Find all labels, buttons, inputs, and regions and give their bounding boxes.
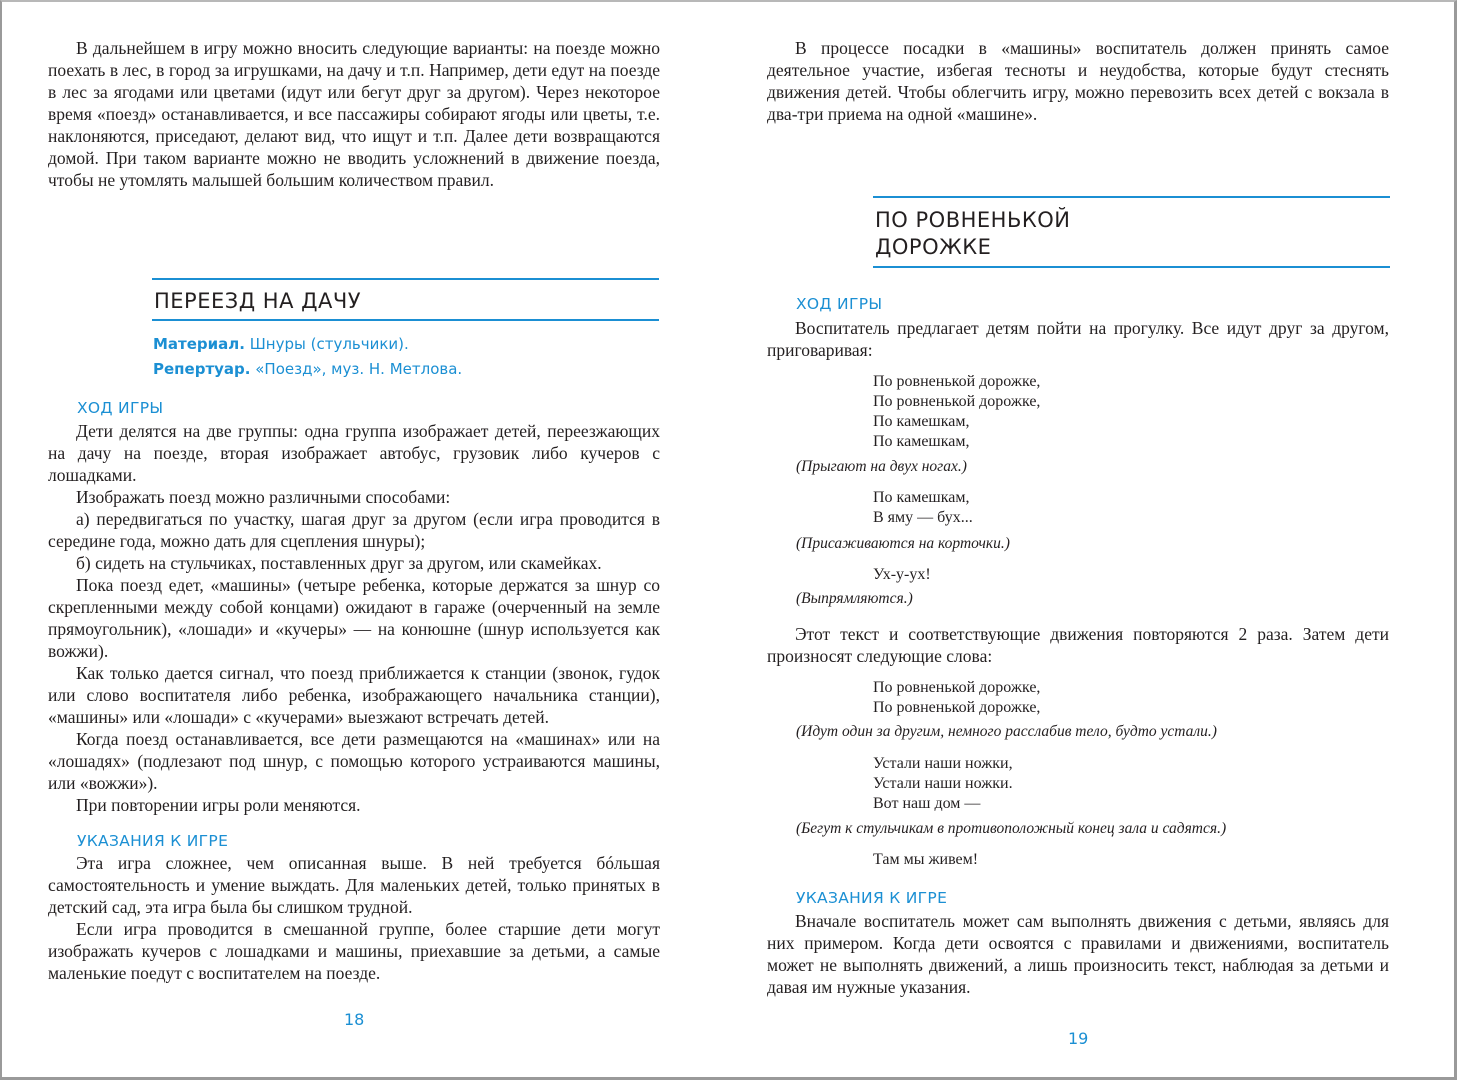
verse-line: Ух-у-ух! — [873, 566, 931, 583]
section-title-block — [873, 196, 1390, 268]
verse-block-2 — [873, 488, 973, 528]
paragraph: Эта игра сложнее, чем описанная выше. В ней требуется бóльшая самостоятельность и умение выждать. Для маленьких детей, только принятых в детский сад, эта игра была бы слишком трудной. — [48, 853, 660, 917]
paragraph: Изображать поезд можно различными способами: — [76, 487, 451, 507]
verse-line: По камешкам, — [873, 413, 970, 430]
section-title — [873, 198, 1390, 266]
paragraph: В дальнейшем в игру можно вносить следующие варианты: на поезде можно поехать в лес, в город за игрушками, на дачу и т.п. Например, дети едут на поезде в лес за ягодами или цветами (идут или бегут друг за другом). Через некоторое время «поезд» останавливается, и все пассажиры собирают ягоды или цветы, т.е. наклоняются, приседают, делают вид, что ищут и т.п. Далее дети возвращаются домой. При таком варианте можно не вводить усложнений в движение поезда, чтобы не утомлять малышей большим количеством правил. — [48, 38, 660, 190]
verse-line: По камешкам, — [873, 489, 970, 506]
paragraph: а) передвигаться по участку, шагая друг за другом (если игра проводится в середине года, можно дать для сцепления шнуры); — [48, 509, 660, 551]
page-number: 18 — [344, 1010, 365, 1029]
paragraph: Вначале воспитатель может сам выполнять движения с детьми, являясь для них примером. Когда дети освоятся с правилами и движениями, воспитатель может не выполнять движений, а лишь произносить текст, наблюдая за детьми и давая им нужные указания. — [767, 911, 1389, 997]
verse-block-6 — [873, 850, 978, 870]
left-page — [0, 0, 728, 1080]
paragraph: Если игра проводится в смешанной группе, более старшие дети могут изображать кучеров с лошадками и машины, приехавшие за детьми, а самые маленькие поедут с воспитателем на поезде. — [48, 919, 660, 983]
verse-line: Там мы живем! — [873, 851, 979, 868]
paragraph: Когда поезд останавливается, все дети размещаются на «машинах» или на «лошадях» (подлезают под шнур, с помощью которого устраиваются машины, или «вожжи»). — [48, 729, 660, 793]
instructions-heading: УКАЗАНИЯ К ИГРЕ — [796, 889, 948, 907]
stage-direction: (Бегут к стульчикам в противоположный конец зала и садятся.) — [796, 820, 1227, 837]
paragraph: б) сидеть на стульчиках, поставленных друг за другом, или скамейках. — [76, 553, 602, 573]
verse-line: Вот наш дом — — [873, 795, 981, 812]
material-label: Материал. — [153, 335, 245, 353]
paragraph: При повторении игры роли меняются. — [76, 795, 361, 815]
material-value: Шнуры (стульчики). — [244, 335, 409, 353]
paragraph: Как только дается сигнал, что поезд приближается к станции (звонок, гудок или слово воспитателя либо ребенка, изображающего начальника станции), «машины» или «лошади» с «кучерами» выезжают встречать детей. — [48, 663, 660, 727]
stage-direction: (Идут один за другим, немного расслабив тело, будто устали.) — [796, 723, 1217, 740]
stage-direction: (Прыгают на двух ногах.) — [796, 458, 967, 475]
verse-line: По ровненькой дорожке, — [873, 679, 1041, 696]
game-flow-heading: ХОД ИГРЫ — [796, 295, 883, 313]
verse-line: Устали наши ножки, — [873, 755, 1013, 772]
repeat-paragraph — [767, 623, 1389, 667]
paragraph: Этот текст и соответствующие движения повторяются 2 раза. Затем дети произносят следующие слова: — [767, 624, 1389, 666]
verse-line: По ровненькой дорожке, — [873, 393, 1041, 410]
verse-line: По ровненькой дорожке, — [873, 699, 1041, 716]
verse-line: В яму — бух... — [873, 509, 973, 526]
verse-block-5 — [873, 754, 1013, 814]
intro-paragraph — [767, 37, 1389, 125]
paragraph: Пока поезд едет, «машины» (четыре ребенка, которые держатся за шнур со скрепленными между собой концами) ожидают в гараже (очерченный на земле прямоугольник), «лошади» и «кучеры» — на конюшне (шнур используется как вожжи). — [48, 575, 660, 661]
instructions-text — [48, 852, 660, 984]
verse-line: По камешкам, — [873, 433, 970, 450]
section-title-block — [152, 278, 659, 321]
instructions-text — [767, 910, 1389, 998]
verse-block-3 — [873, 565, 931, 585]
verse-line: По ровненькой дорожке, — [873, 373, 1041, 390]
section-title-line-2: ДОРОЖКЕ — [875, 235, 992, 259]
section-title-line-1: ПО РОВНЕНЬКОЙ — [875, 208, 1071, 232]
section-title: ПЕРЕЕЗД НА ДАЧУ — [154, 289, 362, 313]
paragraph: В процессе посадки в «машины» воспитатель должен принять самое деятельное участие, избегая тесноты и неудобства, которые будут стеснять движения детей. Чтобы облегчить игру, можно перевозить всех детей с вокзала в два-три приема на одной «машине». — [767, 38, 1389, 124]
stage-direction: (Присаживаются на корточки.) — [796, 535, 1010, 552]
instructions-heading: УКАЗАНИЯ К ИГРЕ — [77, 832, 229, 850]
right-page — [728, 0, 1457, 1080]
paragraph: Дети делятся на две группы: одна группа изображает детей, переезжающих на дачу на поезде, вторая изображает автобус, грузовик либо кучеров с лошадками. — [48, 421, 660, 485]
title-rule-bottom — [873, 266, 1390, 268]
page-number: 19 — [1068, 1029, 1089, 1048]
game-flow-text — [48, 420, 660, 816]
game-flow-intro — [767, 317, 1389, 361]
stage-direction: (Выпрямляются.) — [796, 590, 913, 607]
title-rule-bottom — [152, 319, 659, 321]
material-line — [153, 332, 409, 357]
intro-paragraph — [48, 37, 660, 191]
repertoire-line — [153, 357, 462, 382]
verse-block-1 — [873, 372, 1040, 452]
paragraph: Воспитатель предлагает детям пойти на прогулку. Все идут друг за другом, приговаривая: — [767, 318, 1389, 360]
repertoire-label: Репертуар. — [153, 360, 251, 378]
verse-block-4 — [873, 678, 1040, 718]
game-flow-heading: ХОД ИГРЫ — [77, 399, 164, 417]
repertoire-value: «Поезд», муз. Н. Метлова. — [250, 360, 463, 378]
verse-line: Устали наши ножки. — [873, 775, 1013, 792]
